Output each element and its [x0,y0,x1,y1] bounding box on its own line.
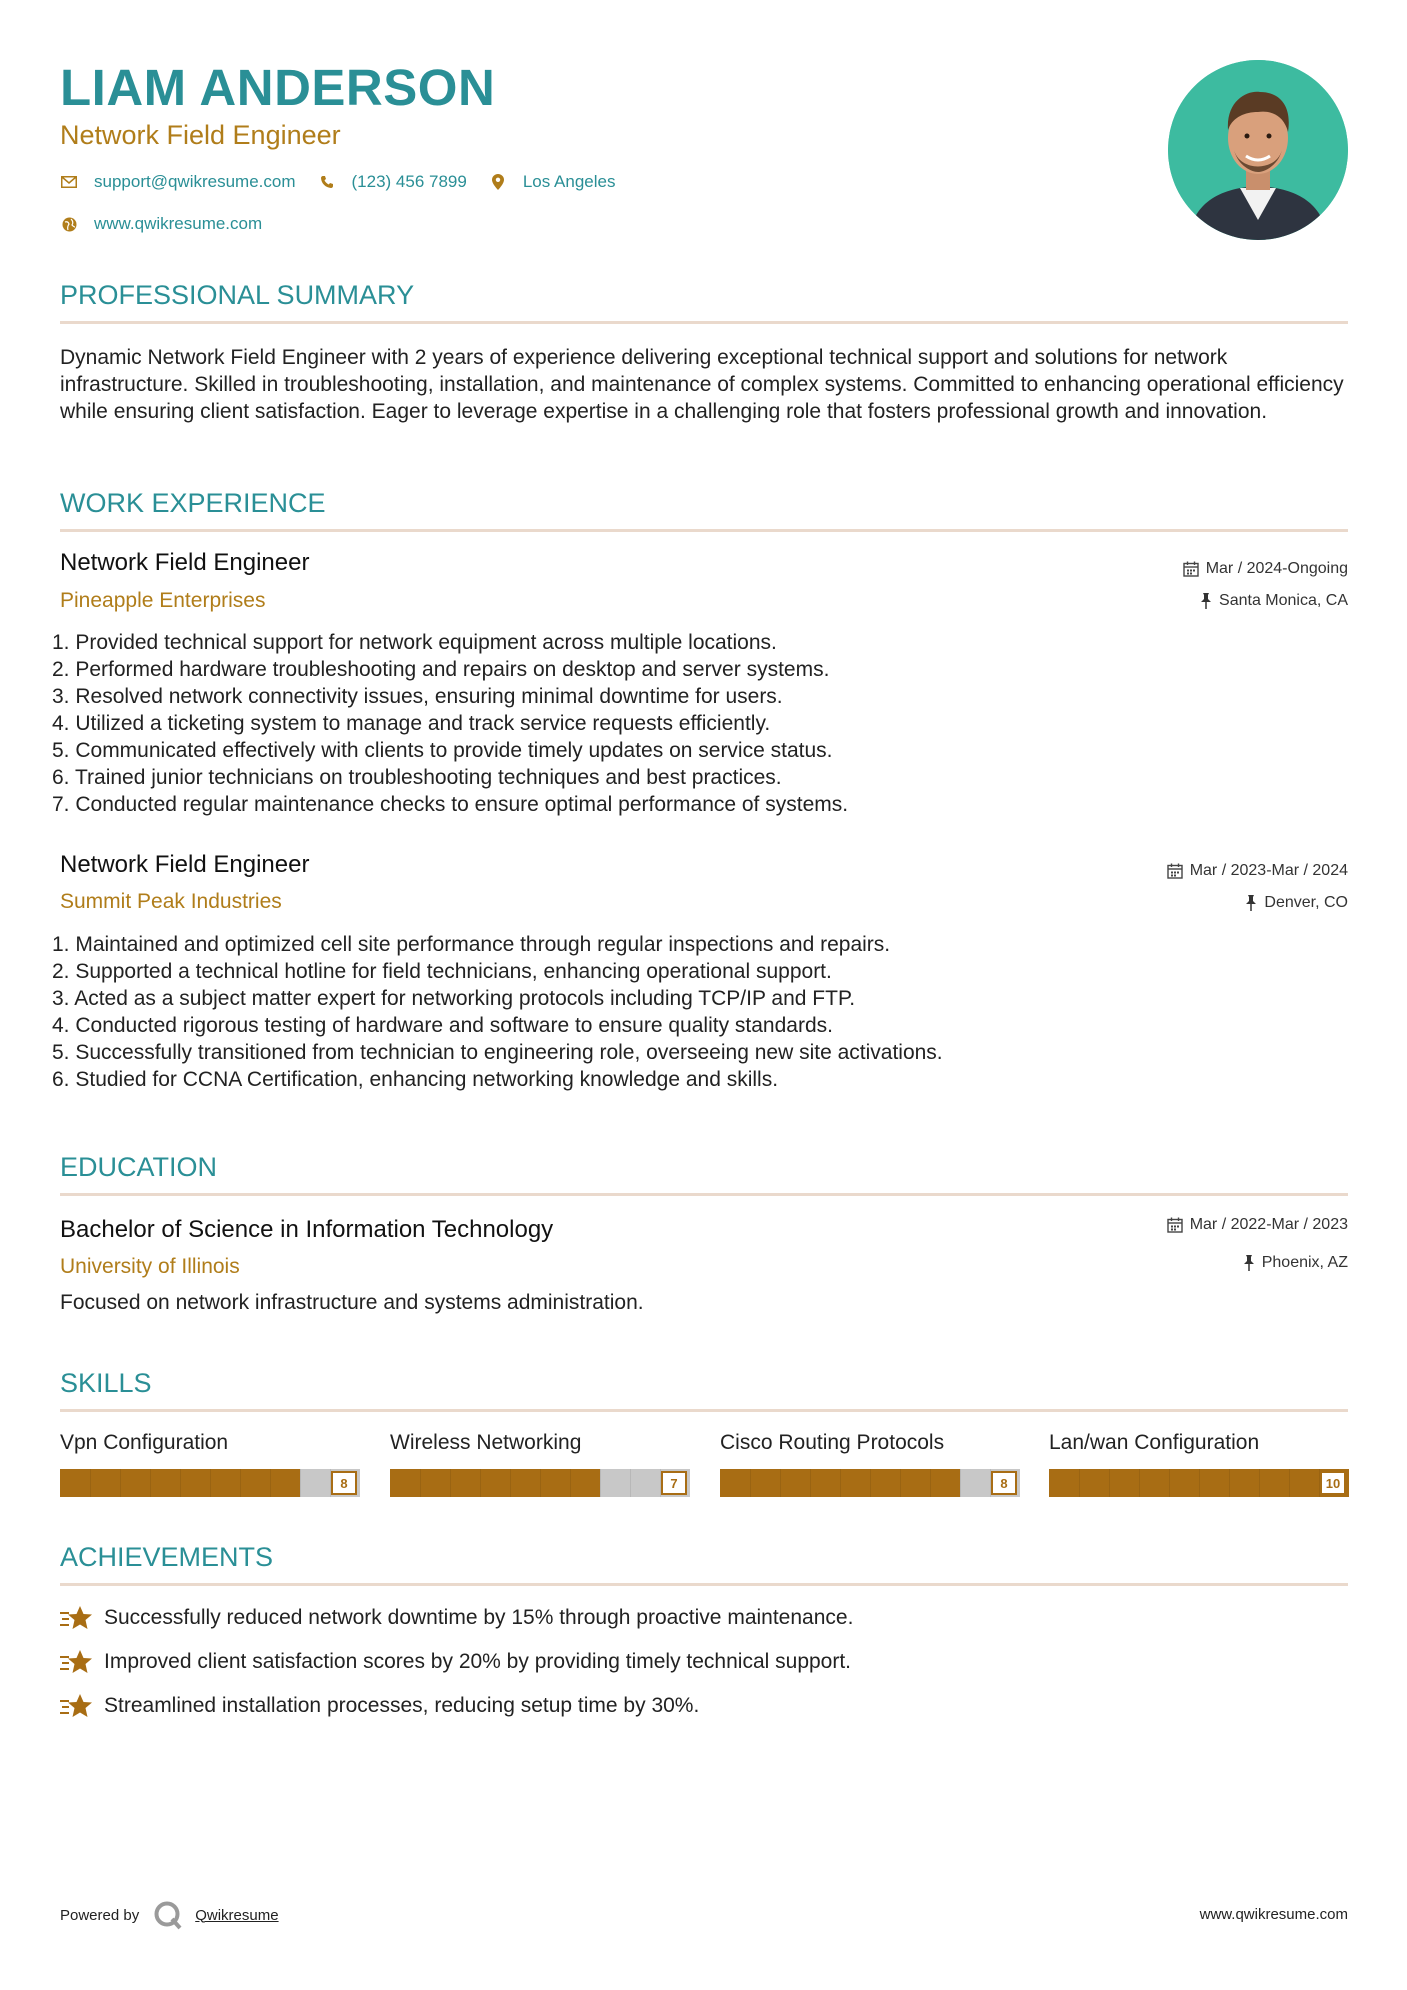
achievement-text: Improved client satisfaction scores by 20% by providing timely technical support. [104,1650,852,1673]
education-heading: EDUCATION [60,1152,218,1182]
education-location-text: Phoenix, AZ [1261,1254,1348,1271]
calendar-icon [1167,863,1183,879]
job-dates [1183,560,1348,578]
skill-bar-segment [480,1469,481,1497]
skill-level: 10 [1320,1471,1346,1495]
star-award-icon [60,1648,92,1676]
website-row [60,214,284,234]
candidate-role: Network Field Engineer [60,120,341,150]
skill-bar-segment [210,1469,211,1497]
skill-bar-segment [840,1469,841,1497]
contact-location [489,172,616,192]
job-company: Summit Peak Industries [60,890,282,913]
skill-bar-segment [810,1469,811,1497]
skill-bar-segment [450,1469,451,1497]
summary-text: Dynamic Network Field Engineer with 2 years of experience delivering exceptional technical support and solutions for network infrastructure. Skilled in troubleshooting, installation, and maintenance of complex systems. Committed to enhancing operational efficiency while ensuring client satisfaction. Eager to leverage expertise in a challenging role that fosters professional growth and innovation. [60,346,1344,423]
skill-bar-fill [390,1469,600,1497]
education-dates-text: Mar / 2022-Mar / 2023 [1189,1216,1348,1233]
skill-bar [1049,1469,1349,1497]
skill-bar-segment [120,1469,121,1497]
skill-name: Wireless Networking [390,1431,582,1454]
skill-bar-segment [1289,1469,1290,1497]
website-text: www.qwikresume.com [94,214,263,233]
skill-level: 8 [991,1471,1017,1495]
phone-icon [318,173,336,191]
star-award-icon [60,1604,92,1632]
skills-heading: SKILLS [60,1368,152,1398]
list-item: 2. Performed hardware troubleshooting and repairs on desktop and server systems. [52,658,830,681]
list-item: 3. Resolved network connectivity issues, ensuring minimal downtime for users. [52,685,783,708]
candidate-name: LIAM ANDERSON [60,59,496,116]
skill-bar-segment [420,1469,421,1497]
skill-bar-segment [1079,1469,1080,1497]
summary-divider [60,321,1348,324]
skill-bar [720,1469,1020,1497]
list-item: 3. Acted as a subject matter expert for networking protocols including TCP/IP and FTP. [52,987,856,1010]
skill-bar-segment [930,1469,931,1497]
location-text: Los Angeles [522,172,616,191]
skill-bar-segment [1229,1469,1230,1497]
achievement-item [60,1604,853,1632]
map-pin-icon [489,173,507,191]
skill-bar-segment [540,1469,541,1497]
job-dates-text: Mar / 2023-Mar / 2024 [1189,862,1348,879]
list-item: 5. Communicated effectively with clients to provide timely updates on service status. [52,739,833,762]
skill-bar-segment [300,1469,301,1497]
footer-website[interactable]: www.qwikresume.com [1199,1906,1348,1923]
list-item: 6. Trained junior technicians on troubleshooting techniques and best practices. [52,766,782,789]
pushpin-icon [1243,1255,1255,1271]
contact-row [60,172,637,192]
skill-bar-segment [1109,1469,1110,1497]
list-item: 4. Conducted rigorous testing of hardware and software to ensure quality standards. [52,1014,833,1037]
globe-icon [60,215,78,233]
footer-powered-by [60,1900,279,1930]
skill-bar-segment [180,1469,181,1497]
skill-bar-segment [1259,1469,1260,1497]
qwikresume-logo-icon [153,1900,183,1930]
star-award-icon [60,1692,92,1720]
job-title: Network Field Engineer [60,549,310,576]
achievements-divider [60,1583,1348,1586]
job-bullets [52,931,943,1093]
experience-divider [60,529,1348,532]
list-item: 7. Conducted regular maintenance checks to ensure optimal performance of systems. [52,793,849,816]
skill-bar-segment [1199,1469,1200,1497]
skill-name: Cisco Routing Protocols [720,1431,945,1454]
skill-bar [390,1469,690,1497]
skill-bar-segment [900,1469,901,1497]
skill-bar-segment [780,1469,781,1497]
job-dates-text: Mar / 2024-Ongoing [1205,560,1348,577]
skill-bar-segment [240,1469,241,1497]
calendar-icon [1183,561,1199,577]
skill-level: 8 [331,1471,357,1495]
contact-website[interactable] [60,214,262,234]
job-location-text: Santa Monica, CA [1219,592,1348,609]
skill-level: 7 [661,1471,687,1495]
experience-heading: WORK EXPERIENCE [60,488,326,518]
skill-bar-segment [630,1469,631,1497]
degree-title: Bachelor of Science in Information Technology [60,1216,554,1243]
job-title: Network Field Engineer [60,851,310,878]
summary-heading: PROFESSIONAL SUMMARY [60,280,415,310]
skill-bar-segment [1169,1469,1170,1497]
job-dates [1167,862,1348,880]
envelope-icon [60,173,78,191]
skill-bar-segment [600,1469,601,1497]
achievement-item [60,1692,699,1720]
skill-bar-segment [270,1469,271,1497]
skill-bar-segment [960,1469,961,1497]
list-item: 2. Supported a technical hotline for field technicians, enhancing operational support. [52,960,832,983]
contact-email[interactable] [60,172,296,192]
skill-bar-segment [570,1469,571,1497]
job-location [1245,894,1348,912]
list-item: 6. Studied for CCNA Certification, enhancing networking knowledge and skills. [52,1068,779,1091]
skill-bar-segment [150,1469,151,1497]
calendar-icon [1167,1217,1183,1233]
skill-bar [60,1469,360,1497]
skill-name: Vpn Configuration [60,1431,229,1454]
education-divider [60,1193,1348,1196]
job-bullets [52,629,848,818]
phone-text: (123) 456 7899 [351,172,467,191]
school-name: University of Illinois [60,1255,240,1278]
pushpin-icon [1245,895,1257,911]
pushpin-icon [1200,593,1212,609]
education-description: Focused on network infrastructure and systems administration. [60,1291,644,1314]
list-item: 5. Successfully transitioned from technician to engineering role, overseeing new site activations. [52,1041,943,1064]
achievement-text: Successfully reduced network downtime by 15% through proactive maintenance. [104,1606,854,1629]
list-item: 4. Utilized a ticketing system to manage and track service requests efficiently. [52,712,771,735]
list-item: 1. Maintained and optimized cell site performance through regular inspections and repairs. [52,933,891,956]
job-location-text: Denver, CO [1264,894,1348,911]
profile-photo [1168,60,1348,240]
achievements-heading: ACHIEVEMENTS [60,1542,274,1572]
education-location [1243,1254,1348,1272]
achievement-item [60,1648,851,1676]
job-location [1200,592,1348,610]
skill-bar-segment [1139,1469,1140,1497]
brand-link[interactable]: Qwikresume [195,1906,279,1924]
powered-by-label: Powered by [60,1906,140,1924]
email-text: support@qwikresume.com [94,172,296,191]
skill-bar-segment [750,1469,751,1497]
skill-bar-segment [870,1469,871,1497]
skill-bar-segment [510,1469,511,1497]
skills-divider [60,1409,1348,1412]
achievement-text: Streamlined installation processes, reducing setup time by 30%. [104,1694,700,1717]
list-item: 1. Provided technical support for network equipment across multiple locations. [52,631,777,654]
skill-name: Lan/wan Configuration [1049,1431,1260,1454]
skill-bar-segment [90,1469,91,1497]
person-portrait-icon [1168,60,1348,240]
job-company: Pineapple Enterprises [60,589,266,612]
contact-phone[interactable] [318,172,467,192]
education-dates [1167,1216,1348,1234]
